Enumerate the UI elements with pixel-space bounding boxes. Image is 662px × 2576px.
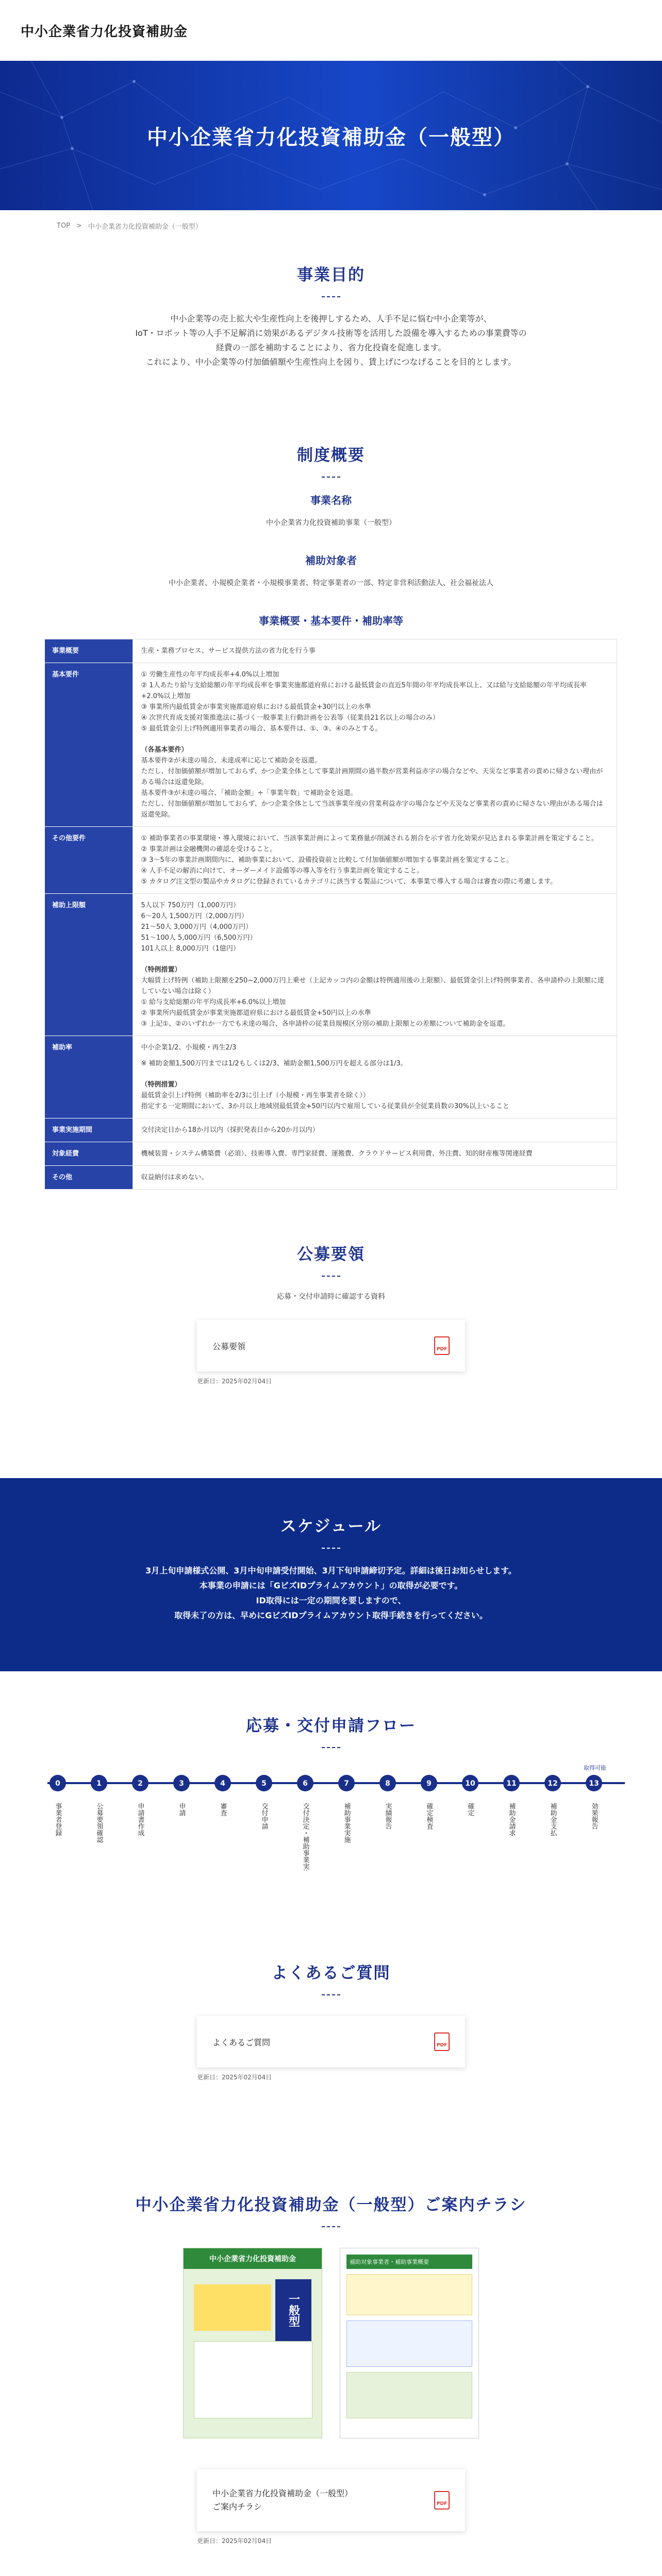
row-header: 基本要件 xyxy=(45,663,133,827)
title-divider xyxy=(0,2226,662,2227)
row-line xyxy=(141,1069,609,1074)
title-divider xyxy=(0,1276,662,1277)
page-title: 中小企業省力化投資補助金（一般型） xyxy=(147,125,515,149)
row-content xyxy=(133,894,617,1036)
row-line: ① 給与支給総額の年平均成長率+6.0%以上増加 xyxy=(141,998,286,1006)
flyer-download-card[interactable] xyxy=(197,2469,465,2531)
row-line: 機械装置・システム構築費（必須）、技術導入費、専門家経費、運搬費、クラウドサービス利用費、外注費、知的財産権等関連経費 xyxy=(141,1150,533,1158)
name-value: 中小企業省力化投資補助事業（一般型） xyxy=(266,519,396,527)
overview-title: 制度概要 xyxy=(297,446,365,465)
faq-title: よくあるご質問 xyxy=(271,1964,391,1982)
row-line: （各基本要件） xyxy=(141,746,188,754)
row-line: ② 事業計画は金融機関の確認を受けること。 xyxy=(141,845,277,853)
flow-step-number: 11 xyxy=(506,1780,517,1788)
flow-step-number: 2 xyxy=(138,1780,143,1788)
breadcrumb-current: 中小企業省力化投資補助金（一般型） xyxy=(88,223,202,231)
purpose-section xyxy=(0,241,662,442)
row-header: 対象経費 xyxy=(45,1142,133,1166)
row-header: 補助上限額 xyxy=(45,894,133,1036)
flow-step-label: 事業者登録 xyxy=(54,1803,62,1836)
faq-download-card[interactable] xyxy=(197,2016,465,2067)
title-divider xyxy=(0,477,662,478)
row-line: ③ 事業所内最低賃金が事業実施都道府県における最低賃金+30円以上の水準 xyxy=(141,703,371,711)
flyer-updated: 更新日：2025年02月04日 xyxy=(197,2537,272,2545)
table-row xyxy=(45,827,617,894)
faq-card-label: よくあるご質問 xyxy=(212,2037,271,2047)
flyer-back-image[interactable] xyxy=(340,2248,479,2438)
row-line: 最低賃金引上げ特例（補助率を2/3に引上げ（小規模・再生事業者を除く）） xyxy=(141,1092,370,1099)
row-header: 補助率 xyxy=(45,1036,133,1118)
row-line: 101人以上 8,000万円（1億円） xyxy=(141,945,240,953)
row-line: ⑤ 最低賃金引上げ特例適用事業者の場合、基本要件は、①、③、④のみとする。 xyxy=(141,725,382,733)
row-content xyxy=(133,639,617,663)
title-divider xyxy=(0,1994,662,1995)
table-title: 事業概要・基本要件・補助率等 xyxy=(259,615,403,627)
row-content xyxy=(133,1166,617,1190)
flow-step-number: 5 xyxy=(261,1780,267,1788)
guidelines-note: 応募・交付申請時に確認する資料 xyxy=(277,1293,385,1301)
flyer-back-heading: 補助対象事業者・補助事業概要 xyxy=(346,2255,472,2269)
flow-step-label: 補助事業実施 xyxy=(342,1803,351,1843)
flyer-back-block-2 xyxy=(346,2320,472,2367)
row-content xyxy=(133,827,617,894)
pdf-icon: PDF xyxy=(434,2032,450,2051)
row-line: ④ 次世代育成支援対策推進法に基づく一般事業主行動計画を公表等（従業員21名以上の場合のみ） xyxy=(141,714,439,722)
flow-step-number: 3 xyxy=(179,1780,184,1788)
flyer-images xyxy=(0,2248,662,2438)
row-line: 収益納付は求めない。 xyxy=(141,1174,208,1181)
flyer-front-block xyxy=(194,2284,271,2331)
flow-step-number: 6 xyxy=(303,1780,308,1788)
guidelines-section xyxy=(0,1190,662,1478)
flow-step-label: 補助金請求 xyxy=(507,1803,516,1836)
row-line: 基本要件③が未達の場合、「補助金額」÷「事業年数」で補助金を返還。 xyxy=(141,789,357,797)
flow-step-label: 公募要領確認 xyxy=(95,1803,103,1843)
faq-section xyxy=(0,1944,662,2192)
table-row xyxy=(45,1036,617,1118)
flow-step-number: 0 xyxy=(55,1780,60,1788)
flyer-front-image[interactable] xyxy=(183,2248,322,2438)
flyer-front-title: 中小企業省力化投資補助金 xyxy=(184,2248,322,2269)
requirements-table xyxy=(45,639,617,1190)
flyer-back-block-3 xyxy=(346,2372,472,2418)
row-content xyxy=(133,1036,617,1118)
row-line: 5人以下 750万円（1,000万円） xyxy=(141,902,240,909)
row-line: ③ 上記①、②のいずれか一方でも未達の場合、各申請枠の従業員規模区分別の補助上限額との差額について補助金を返還。 xyxy=(141,1020,510,1028)
row-line: ⑤ カタログ注文型の製品やカタログに登録されているカテゴリに該当する製品について、本事業で導入する場合は審査の際に考慮します。 xyxy=(141,878,557,886)
row-line: 指定する一定期間において、3か月以上地域別最低賃金+50円以内で雇用している従業員が全従業員数の30%以上いること xyxy=(141,1103,509,1110)
row-content xyxy=(133,1142,617,1166)
flow-diagram xyxy=(37,1762,625,1871)
overview-section xyxy=(0,442,662,1190)
title-divider xyxy=(0,1747,662,1748)
flow-title: 応募・交付申請フロー xyxy=(246,1717,416,1735)
flow-step-number: 8 xyxy=(385,1780,390,1788)
row-line: ① 労働生産性の年平均成長率+4.0%以上増加 xyxy=(141,671,279,679)
flyer-back-block-1 xyxy=(346,2274,472,2315)
row-line xyxy=(141,1053,609,1058)
title-divider xyxy=(0,1548,662,1549)
purpose-title: 事業目的 xyxy=(297,266,365,284)
flow-step-label: 補助金支払 xyxy=(549,1803,557,1836)
guidelines-updated: 更新日：2025年02月04日 xyxy=(197,1378,272,1385)
row-line: 21～50人 3,000万円（4,000万円） xyxy=(141,923,253,931)
row-line: 51～100人 5,000万円（6,500万円） xyxy=(141,934,257,942)
table-row xyxy=(45,1118,617,1142)
flow-step-number: 10 xyxy=(465,1780,475,1788)
table-row xyxy=(45,639,617,663)
guidelines-download-card[interactable] xyxy=(197,1320,465,1371)
name-label: 事業名称 xyxy=(310,494,352,506)
target-value: 中小企業者、小規模企業者・小規模事業者、特定事業者の一部、特定非営利活動法人、社会福祉法人 xyxy=(169,579,493,587)
row-line xyxy=(141,954,609,959)
flow-step-number: 13 xyxy=(589,1780,599,1788)
schedule-section xyxy=(0,1478,662,1671)
row-line: ② 事業所内最低賃金が事業実施都道府県における最低賃金+50円以上の水準 xyxy=(141,1009,371,1017)
row-line: ただし、付加価値額が増加しておらず、かつ企業全体として当該事業年度の営業利益赤字の場合などや天災など事業者の責めに帰さない理由がある場合は返還免除。 xyxy=(141,800,603,819)
schedule-title: スケジュール xyxy=(280,1517,382,1536)
flow-step-label: 申請 xyxy=(177,1803,186,1816)
row-line: 基本要件②が未達の場合、未達成率に応じて補助金を返還。 xyxy=(141,757,322,765)
table-row xyxy=(45,1166,617,1190)
flow-chart xyxy=(37,1762,625,1871)
row-line: ① 補助事業者の事業環境・導入環境において、当該事業計画によって業務量が削減される割合を示す省力化効果が見込まれる事業計画を策定すること。 xyxy=(141,835,599,842)
breadcrumb-separator: > xyxy=(76,222,82,230)
flyer-front-table xyxy=(194,2341,312,2418)
row-line: ④ 人手不足の解消に向けて、オーダーメイド設備等の導入等を行う事業計画を策定すること。 xyxy=(141,867,424,875)
row-line: ② 1人あたり給与支給総額の年平均成長率を事業実施都道府県における最低賃金の直近5年間の年平均成長率以上、又は給与支給総額の年平均成長率+2.0%以上増加 xyxy=(141,682,587,700)
row-line: （特例措置） xyxy=(141,1081,181,1089)
flow-step-label: 審査 xyxy=(219,1803,227,1816)
row-content xyxy=(133,1118,617,1142)
schedule-text: 3月上旬申請様式公開、3月中旬申請受付開始、3月下旬申請締切予定。詳細は後日お知らせします。 本事業の申請には「GビズIDプライムアカウント」の取得が必要です。 ID取得には一定の期間を要しますので、 取得未了の方は、早めにGビズIDプライムアカウント取得手続きを行ってください。 xyxy=(145,1566,517,1620)
hero-banner xyxy=(0,61,662,210)
title-divider xyxy=(0,296,662,297)
flow-step-number: 1 xyxy=(96,1780,102,1788)
row-line: 大幅賃上げ特例（補助上限額を250~2,000万円上乗せ（上記カッコ内の金額は特例適用後の上限額）、最低賃金引上げ特例事業者、各申請枠の上限額に達していない場合は除く） xyxy=(141,977,604,995)
row-line xyxy=(141,734,609,739)
flow-badge: 取得可能 xyxy=(584,1765,606,1771)
flow-step-number: 12 xyxy=(548,1780,558,1788)
flow-step-label: 申請書作成 xyxy=(136,1803,144,1836)
flow-section xyxy=(0,1671,662,1944)
table-row xyxy=(45,663,617,827)
row-content xyxy=(133,663,617,827)
breadcrumb-top-link[interactable]: TOP xyxy=(57,222,71,230)
row-header: その他 xyxy=(45,1166,133,1190)
site-logo[interactable]: 中小企業省力化投資補助金 xyxy=(21,24,188,40)
flow-step-number: 9 xyxy=(426,1780,432,1788)
row-line: ただし、付加価値額が増加しておらず、かつ企業全体として事業計画期間の過半数が営業利益赤字の場合などや、天災など事業者の責めに帰さない理由がある場合は返還免除。 xyxy=(141,768,603,786)
row-header: 事業概要 xyxy=(45,639,133,663)
flow-step-label: 交付決定・補助事業実施 xyxy=(301,1803,309,1871)
table-row xyxy=(45,894,617,1036)
flow-step-label: 確定検査 xyxy=(425,1803,433,1829)
guidelines-card-label: 公募要領 xyxy=(212,1341,246,1351)
target-label: 補助対象者 xyxy=(305,554,357,567)
flyer-section xyxy=(0,2192,662,2576)
row-line: （特例措置） xyxy=(141,966,181,974)
pdf-icon: PDF xyxy=(434,2491,450,2510)
flow-step-label: 実績報告 xyxy=(384,1803,392,1829)
pdf-icon: PDF xyxy=(434,1336,450,1355)
site-header xyxy=(0,0,662,61)
row-line: 交付決定日から18か月以内（採択発表日から20か月以内） xyxy=(141,1126,319,1134)
flyer-title: 中小企業省力化投資補助金（一般型）ご案内チラシ xyxy=(135,2196,527,2214)
flow-step-label: 効果報告 xyxy=(590,1803,598,1829)
row-header: 事業実施期間 xyxy=(45,1118,133,1142)
flyer-front-type: 一般型 xyxy=(275,2279,311,2341)
row-header: その他要件 xyxy=(45,827,133,894)
table-row xyxy=(45,1142,617,1166)
flow-step-label: 交付申請 xyxy=(260,1803,268,1829)
purpose-text: 中小企業等の売上拡大や生産性向上を後押しするため、人手不足に悩む中小企業等が、 IoT・ロボット等の人手不足解消に効果があるデジタル技術等を活用した設備を導入するための事業費等の 経費の一部を補助することにより、省力化投資を促進します。 これにより、中小企業等の付加価値額や生産性向上を図り、賃上げにつなげることを目的とします。 xyxy=(135,314,527,367)
flow-step-number: 4 xyxy=(220,1780,225,1788)
faq-updated: 更新日：2025年02月04日 xyxy=(197,2074,272,2081)
row-line: ③ 3～5年の事業計画期間内に、補助事業において、設備投資前と比較して付加価値額が増加する事業計画を策定すること。 xyxy=(141,856,513,864)
row-line: 6～20人 1,500万円（2,000万円） xyxy=(141,912,248,920)
breadcrumb xyxy=(0,210,662,241)
row-line: 生産・業務プロセス、サービス提供方法の省力化を行う事 xyxy=(141,647,316,655)
row-line: ※ 補助金額1,500万円までは1/2もしくは2/3、補助金額1,500万円を超える部分は1/3。 xyxy=(141,1060,407,1067)
flow-step-number: 7 xyxy=(344,1780,349,1788)
flyer-card-label: 中小企業省力化投資補助金（一般型） ご案内チラシ xyxy=(212,2488,353,2512)
row-line: 中小企業1/2、小規模・再生2/3 xyxy=(141,1044,237,1052)
guidelines-title: 公募要領 xyxy=(297,1245,365,1264)
flow-step-label: 確定 xyxy=(466,1803,474,1816)
